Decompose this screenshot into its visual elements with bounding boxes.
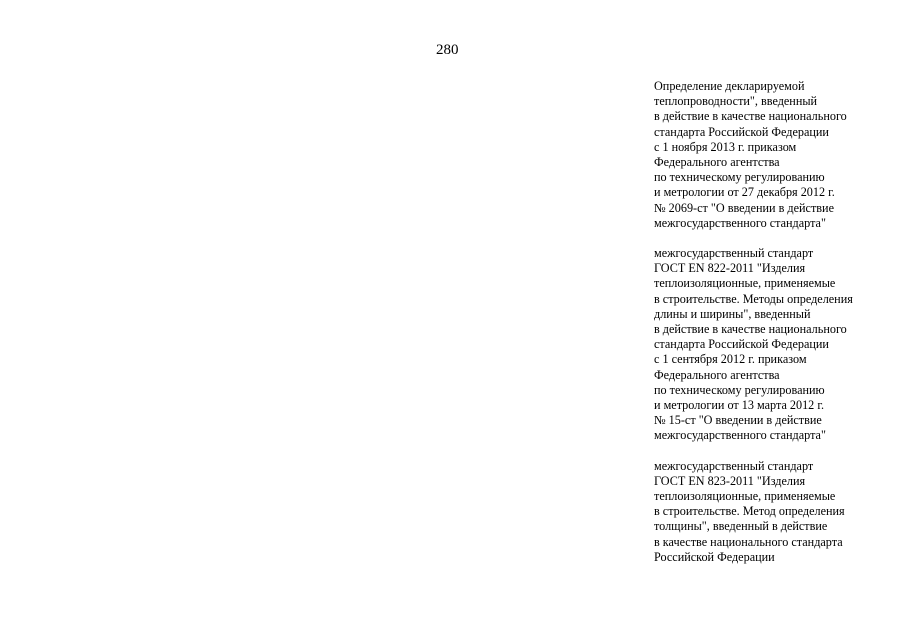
text-block-2	[654, 246, 894, 444]
text-line: теплоизоляционные, применяемые	[654, 276, 836, 291]
text-line: Федерального агентства	[654, 155, 780, 170]
text-line: межгосударственного стандарта"	[654, 215, 826, 230]
text-line: длины и ширины", введенный	[654, 306, 811, 321]
text-line: толщины", введенный в действие	[654, 519, 828, 534]
text-line: в действие в качестве национального	[654, 322, 847, 337]
text-line: Российской Федерации	[654, 549, 775, 564]
text-line: по техническому регулированию	[654, 170, 825, 185]
text-line: № 15-ст "О введении в действие	[654, 413, 822, 428]
page-number: 280	[436, 42, 459, 58]
text-line: теплоизоляционные, применяемые	[654, 489, 836, 504]
text-line: № 2069-ст "О введении в действие	[654, 200, 834, 215]
text-line: межгосударственный стандарт	[654, 246, 814, 261]
text-line: в строительстве. Метод определения	[654, 504, 845, 519]
text-line: ГОСТ EN 823-2011 "Изделия	[654, 473, 806, 488]
document-text-column	[654, 79, 894, 580]
text-line: в действие в качестве национального	[654, 109, 847, 124]
text-block-1	[654, 79, 894, 231]
text-line: в качестве национального стандарта	[654, 534, 843, 549]
text-line: ГОСТ EN 822-2011 "Изделия	[654, 261, 806, 276]
text-line: межгосударственного стандарта"	[654, 428, 826, 443]
text-line: по техническому регулированию	[654, 382, 825, 397]
text-line: и метрологии от 13 марта 2012 г.	[654, 398, 824, 413]
text-line: Федерального агентства	[654, 367, 780, 382]
text-line: с 1 сентября 2012 г. приказом	[654, 352, 807, 367]
text-line: в строительстве. Методы определения	[654, 291, 853, 306]
text-line: стандарта Российской Федерации	[654, 124, 829, 139]
text-line: Определение декларируемой	[654, 79, 805, 93]
text-line: межгосударственный стандарт	[654, 458, 814, 473]
text-line: теплопроводности", введенный	[654, 94, 818, 109]
text-line: стандарта Российской Федерации	[654, 337, 829, 352]
text-line: с 1 ноября 2013 г. приказом	[654, 139, 797, 154]
text-line: и метрологии от 27 декабря 2012 г.	[654, 185, 835, 200]
text-block-3	[654, 459, 894, 565]
